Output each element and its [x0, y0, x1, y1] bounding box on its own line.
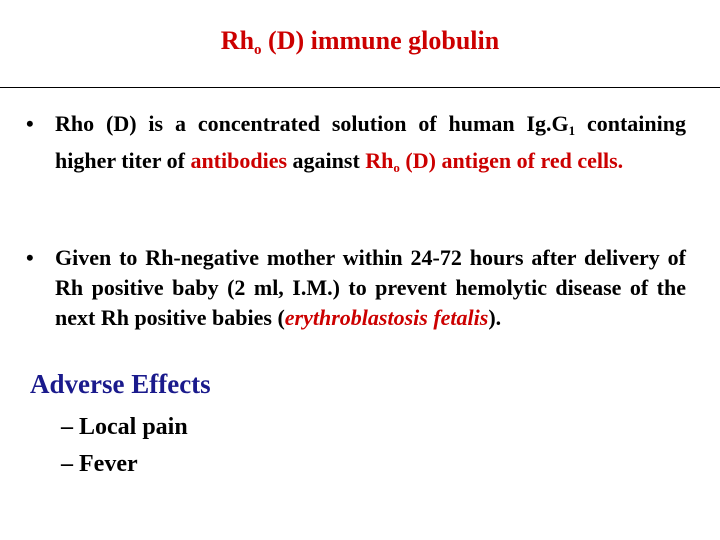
adverse-effects-heading: Adverse Effects — [30, 369, 211, 399]
bullet-usage — [26, 243, 686, 333]
bullet-point: • — [26, 111, 34, 136]
bullet-definition — [26, 109, 686, 183]
bullet-definition-text — [55, 109, 686, 183]
bullet1-text-a: Rho (D) is a concentrated solution of human Ig.G — [55, 111, 569, 136]
bullet2-highlight-erythroblastosis: erythroblastosis fetalis — [284, 305, 489, 330]
bullet1-highlight-antigen-a: Rh — [365, 148, 394, 173]
adverse-item-local-pain: – Local pain — [61, 414, 188, 440]
bullet1-text-c: against — [287, 148, 366, 173]
bullet2-text-a: Given to Rh-negative mother within 24-72 hours after delivery of Rh positive baby (2 ml, I.M.) to prevent hemolytic disease of the next Rh positive babies ( — [55, 245, 686, 330]
bullet1-highlight-antigen — [365, 148, 623, 173]
bullet1-highlight-antigen-sub: o — [393, 160, 400, 175]
bullet1-highlight-antigen-b: (D) antigen of red cells. — [399, 148, 624, 173]
bullet1-text-b: containing higher titer of — [55, 111, 686, 173]
adverse-item-fever: – Fever — [61, 451, 138, 477]
slide-title — [0, 26, 720, 59]
bullet1-subscript: 1 — [568, 123, 576, 138]
bullet1-highlight-antibodies: antibodies — [190, 148, 288, 173]
title-divider — [0, 87, 720, 88]
bullet-point: • — [26, 245, 34, 270]
title-prefix: Rh — [220, 26, 255, 55]
title-suffix: (D) immune globulin — [261, 26, 500, 55]
title-subscript: o — [254, 42, 262, 58]
bullet2-text-b: ). — [488, 305, 502, 330]
bullet-usage-text — [55, 243, 686, 333]
